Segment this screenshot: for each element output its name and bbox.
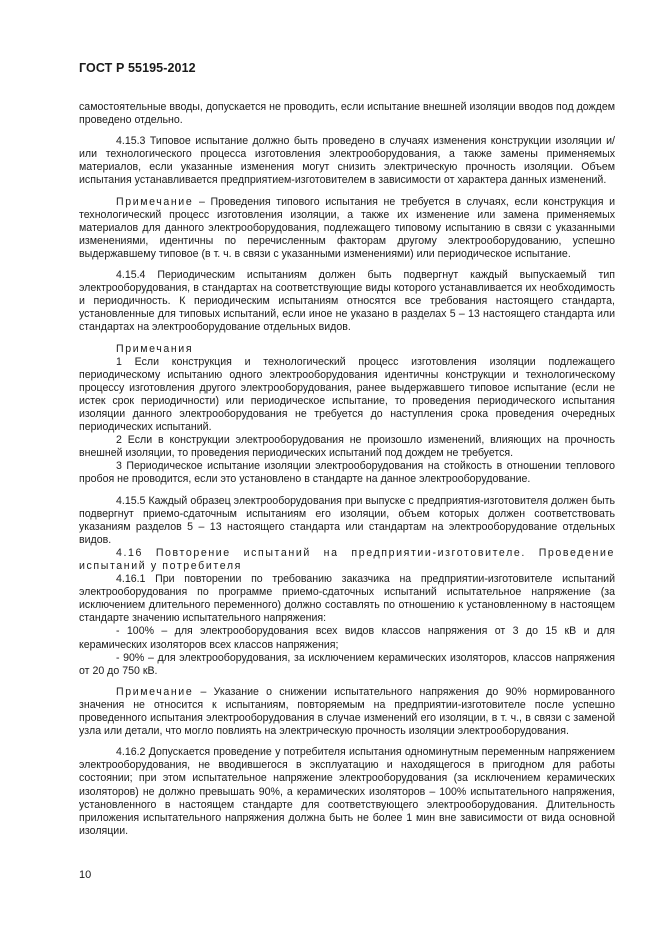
note-text: – Проведения типового испытания не требуется в случаях, если конструкция и технологический процесс изготовления изоляции, а также их изменение или замена применяемых материалов для данного электрооборудования, подлежащего типовому испытанию в связи с указанными изменениями, идентичны по перечисленным факторам другому электрооборудованию, успешно выдержавшему типовое (в т. ч. в связи с указанными изменениями) или периодическое испытание. (79, 195, 615, 260)
list-item-90-percent: - 90% – для электрооборудования, за исключением керамических изоляторов, классов напряжения от 20 до 750 кВ. (79, 651, 615, 677)
note-voltage-reduction (79, 686, 615, 738)
note-label: Примечание (116, 685, 194, 698)
section-heading-4-16: 4.16 Повторение испытаний на предприятии-изготовителе. Проведение испытаний у потребителя (79, 546, 615, 572)
note-2: 2 Если в конструкции электрооборудования не произошло изменений, влияющих на прочность внешней изоляции, то проведения периодических испытаний под дождем не требуется. (79, 434, 615, 460)
note-3: 3 Периодическое испытание изоляции электрооборудования на стойкость в отношении теплового пробоя не проводится, если это установлено в стандарте на данное электрооборудование. (79, 460, 615, 486)
paragraph-4-15-5: 4.15.5 Каждый образец электрооборудования при выпуске с предприятия-изготовителя должен быть подвергнут приемо-сдаточным испытаниям его изоляции, объем которых должен соответствовать указаниям разделов 5 – 13 настоящего стандарта или стандартам на электрооборудование отдельных видов. (79, 494, 615, 546)
paragraph-4-15-3: 4.15.3 Типовое испытание должно быть проведено в случаях изменения конструкции изоляции и/или технологического процесса изготовления электрооборудования, а также замены применяемых материалов, если указанные изменения могут снизить электрическую прочность изоляции. Объем испытания устанавливается предприятием-изготовителем в зависимости от характера данных изменений. (79, 135, 615, 187)
list-item-100-percent: - 100% – для электрооборудования всех видов классов напряжения от 3 до 15 кВ и для керамических изоляторов всех классов напряжения; (79, 625, 615, 651)
paragraph-4-16-1: 4.16.1 При повторении по требованию заказчика на предприятии-изготовителе испытаний электрооборудования по программе приемо-сдаточных испытаний испытательное напряжение (за исключением длительного переменного) должно составлять по отношению к установленному в настоящем стандарте значению испытательного напряжения: (79, 573, 615, 625)
note-type-test (79, 196, 615, 261)
notes-label: Примечания (116, 342, 194, 355)
paragraph-4-15-4: 4.15.4 Периодическим испытаниям должен быть подвергнут каждый выпускаемый тип электрооборудования, в стандартах на соответствующие виды которого устанавливается их необходимость и периодичность. К периодическим испытаниям относятся все требования настоящего стандарта, установленные для типовых испытаний, если иное не указано в разделах 5 – 13 настоящего стандарта или стандартах на электрооборудование отдельных видов. (79, 269, 615, 334)
paragraph-4-16-2: 4.16.2 Допускается проведение у потребителя испытания одноминутным переменным напряжением электрооборудования, не вводившегося в эксплуатацию и находящегося в пригодном для работы состоянии; при этом испытательное напряжение электрооборудования (за исключением керамических изоляторов) не должно превышать 90%, а керамических изоляторов – 100% испытательного напряжения, установленного в настоящем стандарте для соответствующего электрооборудования. Длительность приложения испытательного напряжения должна быть не более 1 мин вне зависимости от вида основной изоляции. (79, 746, 615, 837)
note-label: Примечание (116, 195, 194, 208)
document-body (79, 101, 615, 838)
paragraph-continuation: самостоятельные вводы, допускается не проводить, если испытание внешней изоляции вводов под дождем проведено отдельно. (79, 101, 615, 127)
note-1: 1 Если конструкция и технологический процесс изготовления изоляции подлежащего периодическому испытанию одного электрооборудования идентичны конструкции и технологическому процессу изготовления другого электрооборудования, ранее выдержавшего типовое испытание (если не истек срок периодичности) или периодическое испытание, то проведения периодического испытания изоляции данного электрооборудования не требуется до наступления срока проведения очередных периодических испытаний. (79, 355, 615, 434)
document-header: ГОСТ Р 55195-2012 (79, 61, 196, 75)
note-text: – Указание о снижении испытательного напряжения до 90% нормированного значения не относится к испытаниям, повторяемым на предприятии-изготовителе после успешно проведенного испытания электрооборудования в случае изменений его изоляции, в т. ч., в связи с заменой узла или детали, что могло повлиять на электрическую прочность изоляции электрооборудования. (79, 685, 615, 738)
notes-heading (79, 343, 615, 356)
page-number: 10 (79, 869, 92, 881)
